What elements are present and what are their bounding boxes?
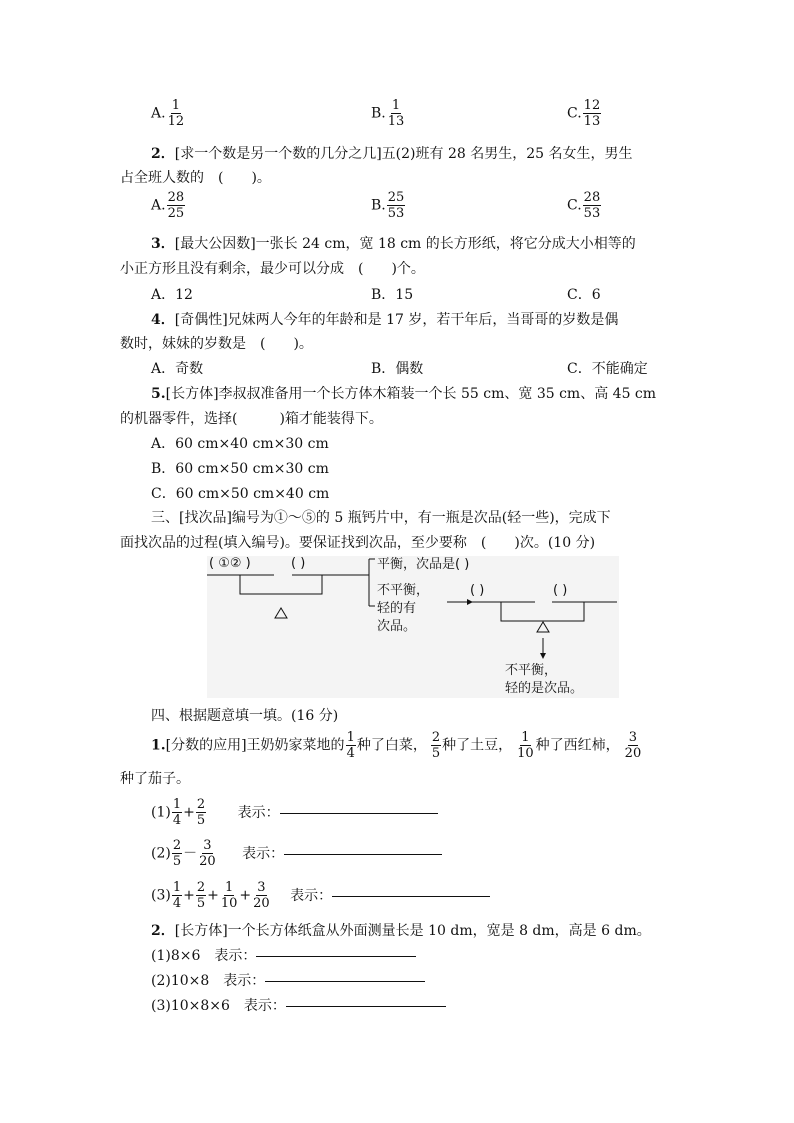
q4-option-b: B．偶数 [371, 361, 424, 377]
q1-option-a: A. $\frac{1}{12}$ [151, 98, 185, 129]
section3-line1: 三、[找次品]编号为①～⑤的 5 瓶钙片中，有一瓶是次品(轻一些)，完成下 [151, 510, 611, 526]
s4-q2-sub3: (3)10×8×6 表示： [151, 995, 446, 1015]
answer-line-1[interactable] [280, 812, 438, 814]
s4-q1-line1: 1.[分数的应用]王奶奶家菜地的 $\frac{1}{4}$ 种了白菜， $\frac{2}{5}$ 种了土豆， $\frac{1}{10}$ 种了西红柿， $\frac{3}{20}$ [151, 730, 642, 761]
q4-option-a: A．奇数 [151, 361, 204, 377]
balanced-text: 平衡，次品是( ) [377, 557, 470, 572]
q5-option-a: A．60 cm×40 cm×30 cm [151, 436, 329, 452]
q2-option-a: A. $\frac{28}{25}$ [151, 190, 185, 221]
q3-option-b: B．15 [371, 287, 414, 303]
s4-q2-sub1: (1)8×6 表示： [151, 945, 416, 965]
q2-line2: 占全班人数的 ( )。 [120, 170, 271, 186]
answer-line-3[interactable] [332, 895, 490, 897]
q3-option-c: C．6 [567, 287, 601, 303]
fulcrum-icon [275, 608, 287, 618]
arrow-down-icon [540, 653, 546, 659]
balance-diagram [207, 556, 619, 698]
s4-q2-line: 2．[长方体]一个长方体纸盒从外面测量长是 10 dm，宽是 8 dm，高是 6 dm。 [151, 923, 651, 939]
unbalanced-text: 不平衡， 轻的有 次品。 [377, 583, 430, 634]
q1-option-c: C. $\frac{12}{13}$ [567, 98, 601, 129]
q2-option-c: C. $\frac{28}{53}$ [567, 190, 601, 221]
final-text: 不平衡， 轻的是次品。 [505, 663, 584, 696]
q5-option-b: B．60 cm×50 cm×30 cm [151, 461, 329, 477]
q5-line1: 5.[长方体]李叔叔准备用一个长方体木箱装一个长 55 cm、宽 35 cm、高 45 cm [151, 386, 657, 402]
q4-line2: 数时，妹妹的岁数是 ( )。 [120, 336, 313, 352]
q4-option-c: C．不能确定 [567, 361, 648, 377]
q2-option-b: B. $\frac{25}{53}$ [371, 190, 405, 221]
answer-line-2[interactable] [284, 853, 442, 855]
answer-line-5[interactable] [265, 980, 425, 982]
s4-q1-sub1: (1) $\frac{1}{4}$ + $\frac{2}{5}$ 表示： [151, 797, 438, 828]
pan4-label: ( ) [553, 583, 568, 598]
q3-line2: 小正方形且没有剩余，最少可以分成 ( )个。 [120, 261, 425, 277]
answer-line-6[interactable] [286, 1005, 446, 1007]
q3-line1: 3．[最大公因数]一张长 24 cm，宽 18 cm 的长方形纸，将它分成大小相等的 [151, 236, 636, 252]
section4-title: 四、根据题意填一填。(16 分) [151, 708, 339, 724]
s4-q1-sub2: (2) $\frac{2}{5}$ － $\frac{3}{20}$ 表示： [151, 838, 442, 869]
q2-line1: 2．[求一个数是另一个数的几分之几]五(2)班有 28 名男生，25 名女生，男生 [151, 146, 633, 162]
q5-option-c: C．60 cm×50 cm×40 cm [151, 486, 330, 502]
fulcrum2-icon [537, 622, 549, 632]
q5-line2: 的机器零件，选择( )箱才能装得下。 [120, 411, 383, 427]
q4-line1: 4．[奇偶性]兄妹两人今年的年龄和是 17 岁，若干年后，当哥哥的岁数是偶 [151, 312, 619, 328]
s4-q1-line2: 种了茄子。 [120, 771, 190, 787]
q3-option-a: A．12 [151, 287, 193, 303]
right-pan-label: ( ) [291, 556, 306, 571]
s4-q2-sub2: (2)10×8 表示： [151, 970, 425, 990]
answer-line-4[interactable] [256, 955, 416, 957]
q1-option-b: B. $\frac{1}{13}$ [371, 98, 405, 129]
pan3-label: ( ) [470, 583, 485, 598]
s4-q1-sub3: (3) $\frac{1}{4}$ + $\frac{2}{5}$ + $\frac{1}{10}$ + $\frac{3}{20}$ 表示： [151, 880, 490, 911]
left-pan-label: ( ①② ) [209, 556, 251, 571]
section3-line2: 面找次品的过程(填入编号)。要保证找到次品，至少要称 ( )次。(10 分) [120, 535, 596, 551]
